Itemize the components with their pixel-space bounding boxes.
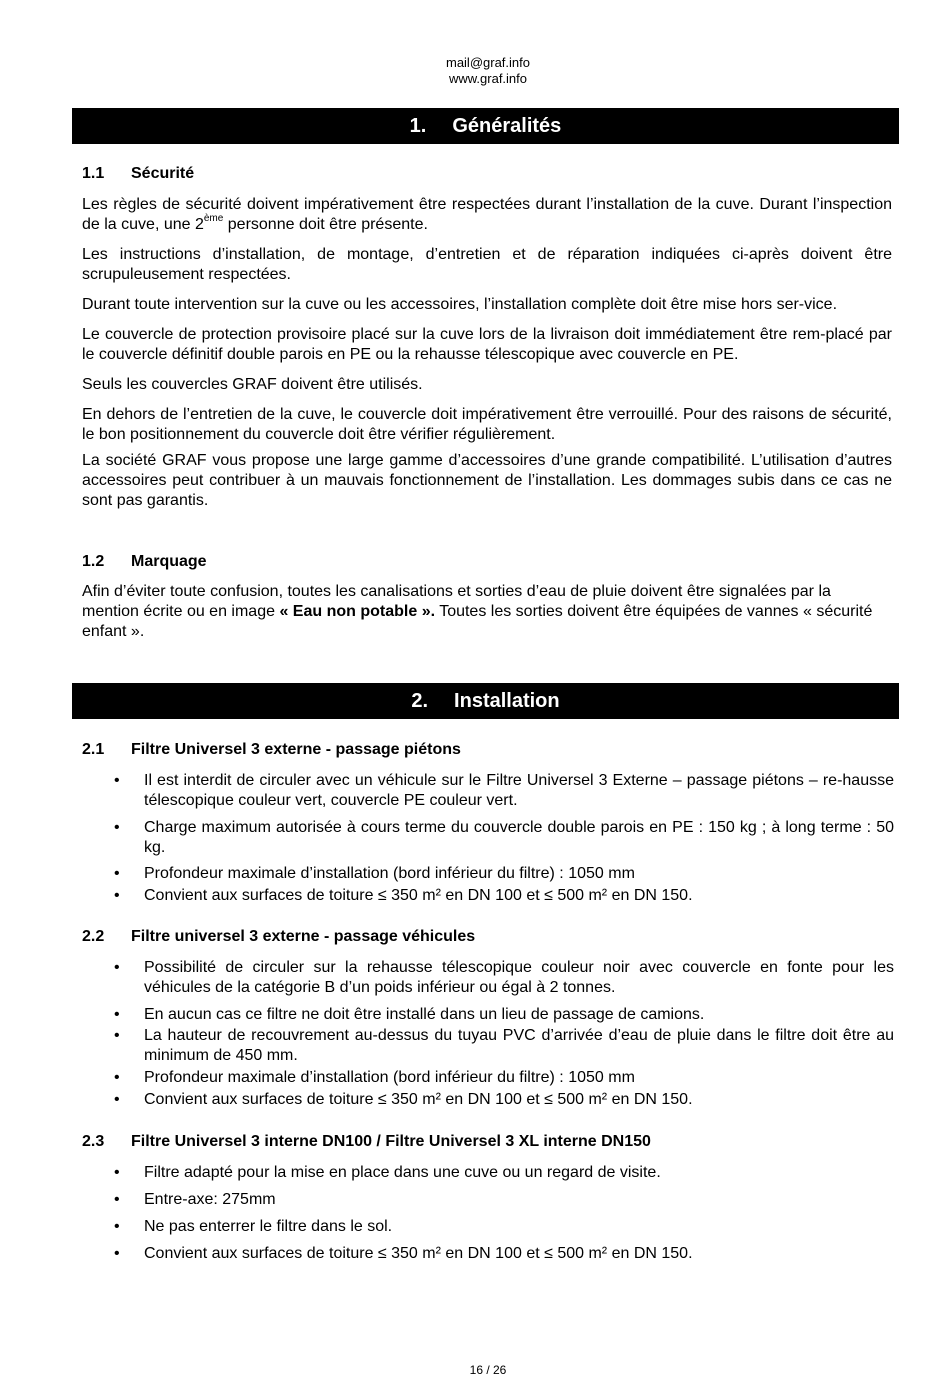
page-number: 16 / 26 — [469, 1363, 507, 1377]
subsection-2-2-number: 2.2 — [82, 928, 105, 945]
paragraph-securite-6: En dehors de l’entretien de la cuve, le couvercle doit impérativement être verrouillé. Pour des raisons de sécurité, le bon positionnement du couvercle doit être vérifier régulièrement. — [82, 406, 892, 443]
list-item: • La hauteur de recouvrement au-dessus du tuyau PVC d’arrivée d’eau de pluie dans le filtre doit être au minimum de 450 mm. — [114, 1027, 894, 1064]
paragraph-securite-2: Les instructions d’installation, de montage, d’entretien et de réparation indiquées ci-après doivent être scrupuleusement respectées. — [82, 246, 892, 283]
subsection-1-2-number: 1.2 — [82, 553, 105, 570]
subsection-2-3-list — [82, 1163, 894, 1264]
paragraph-securite-1: Les règles de sécurité doivent impérativement être respectées durant l’installation de la cuve. Durant l’inspection de la cuve, une 2ème personne doit être présente. — [82, 196, 892, 233]
bullet-icon: • — [114, 772, 120, 789]
bullet-icon: • — [114, 1006, 120, 1023]
bullet-icon: • — [114, 1191, 120, 1208]
list-item: • Profondeur maximale d’installation (bord inférieur du filtre) : 1050 mm — [114, 865, 635, 882]
superscript-eme: ème — [203, 212, 224, 224]
bullet-icon: • — [114, 1027, 120, 1044]
paragraph-securite-4: Le couvercle de protection provisoire placé sur la cuve lors de la livraison doit immédiatement être rem-placé par le couvercle définitif double parois en PE ou la rehausse télescopique avec couvercle en PE. — [82, 326, 892, 363]
subsection-2-3-title: Filtre Universel 3 interne DN100 / Filtre Universel 3 XL interne DN150 — [131, 1133, 651, 1150]
page-header — [0, 55, 950, 87]
subsection-2-1-title: Filtre Universel 3 externe - passage piétons — [131, 741, 461, 758]
list-item: • En aucun cas ce filtre ne doit être installé dans un lieu de passage de camions. — [114, 1006, 705, 1023]
subsection-1-1-body — [82, 195, 892, 511]
paragraph-securite-5: Seuls les couvercles GRAF doivent être utilisés. — [82, 376, 423, 393]
subsection-1-2-heading — [82, 552, 207, 572]
list-item: • Il est interdit de circuler avec un véhicule sur le Filtre Universel 3 Externe – passage piétons – re-hausse télescopique couleur vert, couvercle PE couleur vert. — [114, 772, 894, 809]
subsection-2-2-heading — [82, 927, 475, 947]
header-website: www.graf.info — [448, 71, 528, 86]
subsection-1-2-body — [82, 582, 892, 642]
subsection-2-3-heading — [82, 1132, 651, 1152]
list-item: • Convient aux surfaces de toiture ≤ 350 m² en DN 100 et ≤ 500 m² en DN 150. — [114, 1091, 693, 1108]
bullet-icon: • — [114, 865, 120, 882]
header-email: mail@graf.info — [445, 55, 530, 70]
subsection-1-1-heading — [82, 164, 194, 184]
section-2-heading — [72, 683, 899, 719]
list-item: • Profondeur maximale d’installation (bord inférieur du filtre) : 1050 mm — [114, 1069, 635, 1086]
subsection-1-2-title: Marquage — [131, 553, 207, 570]
section-2-number: 2. — [411, 690, 429, 712]
paragraph-securite-7: La société GRAF vous propose une large gamme d’accessoires d’une grande compatibilité. L’utilisation d’autres accessoires peut contribuer à un mauvais fonctionnement de l’installation. Les dommages subis dans ce cas ne sont pas garantis. — [82, 452, 892, 509]
bullet-icon: • — [114, 1069, 120, 1086]
list-item: • Ne pas enterrer le filtre dans le sol. — [114, 1218, 393, 1235]
list-item: • Charge maximum autorisée à cours terme du couvercle double parois en PE : 150 kg ; à long terme : 50 kg. — [114, 819, 894, 856]
subsection-1-1-title: Sécurité — [131, 165, 195, 182]
subsection-2-1-number: 2.1 — [82, 741, 105, 758]
list-item: • Convient aux surfaces de toiture ≤ 350 m² en DN 100 et ≤ 500 m² en DN 150. — [114, 1245, 693, 1262]
subsection-2-1-list — [82, 771, 894, 906]
bullet-icon: • — [114, 1164, 120, 1181]
list-item: • Entre-axe: 275mm — [114, 1191, 276, 1208]
list-item: • Possibilité de circuler sur la rehausse télescopique couleur noir avec couvercle en fonte pour les véhicules de la catégorie B d’un poids inférieur ou égal à 2 tonnes. — [114, 959, 894, 996]
subsection-2-2-title: Filtre universel 3 externe - passage véhicules — [131, 928, 476, 945]
subsection-2-1-heading — [82, 740, 461, 760]
bullet-icon: • — [114, 1218, 120, 1235]
bullet-icon: • — [114, 959, 120, 976]
bullet-icon: • — [114, 819, 120, 836]
section-2-title: Installation — [454, 690, 560, 712]
paragraph-securite-3: Durant toute intervention sur la cuve ou les accessoires, l’installation complète doit être mise hors ser-vice. — [82, 296, 838, 313]
subsection-2-3-number: 2.3 — [82, 1133, 105, 1150]
paragraph-marquage: Afin d’éviter toute confusion, toutes les canalisations et sorties d’eau de pluie doivent être signalées par la mention écrite ou en image « Eau non potable ». Toutes les sorties doivent être équipées de vannes « sécurité enfant ». — [82, 583, 873, 640]
bullet-icon: • — [114, 1245, 120, 1262]
section-1-number: 1. — [409, 115, 427, 137]
subsection-2-2-list — [82, 958, 894, 1110]
list-item: • Filtre adapté pour la mise en place dans une cuve ou un regard de visite. — [114, 1164, 661, 1181]
bullet-icon: • — [114, 887, 120, 904]
list-item: • Convient aux surfaces de toiture ≤ 350 m² en DN 100 et ≤ 500 m² en DN 150. — [114, 887, 693, 904]
section-1-title: Généralités — [452, 115, 562, 137]
subsection-1-1-number: 1.1 — [82, 165, 105, 182]
section-1-heading — [72, 108, 899, 144]
bullet-icon: • — [114, 1091, 120, 1108]
eau-non-potable-label: « Eau non potable ». — [279, 603, 436, 620]
